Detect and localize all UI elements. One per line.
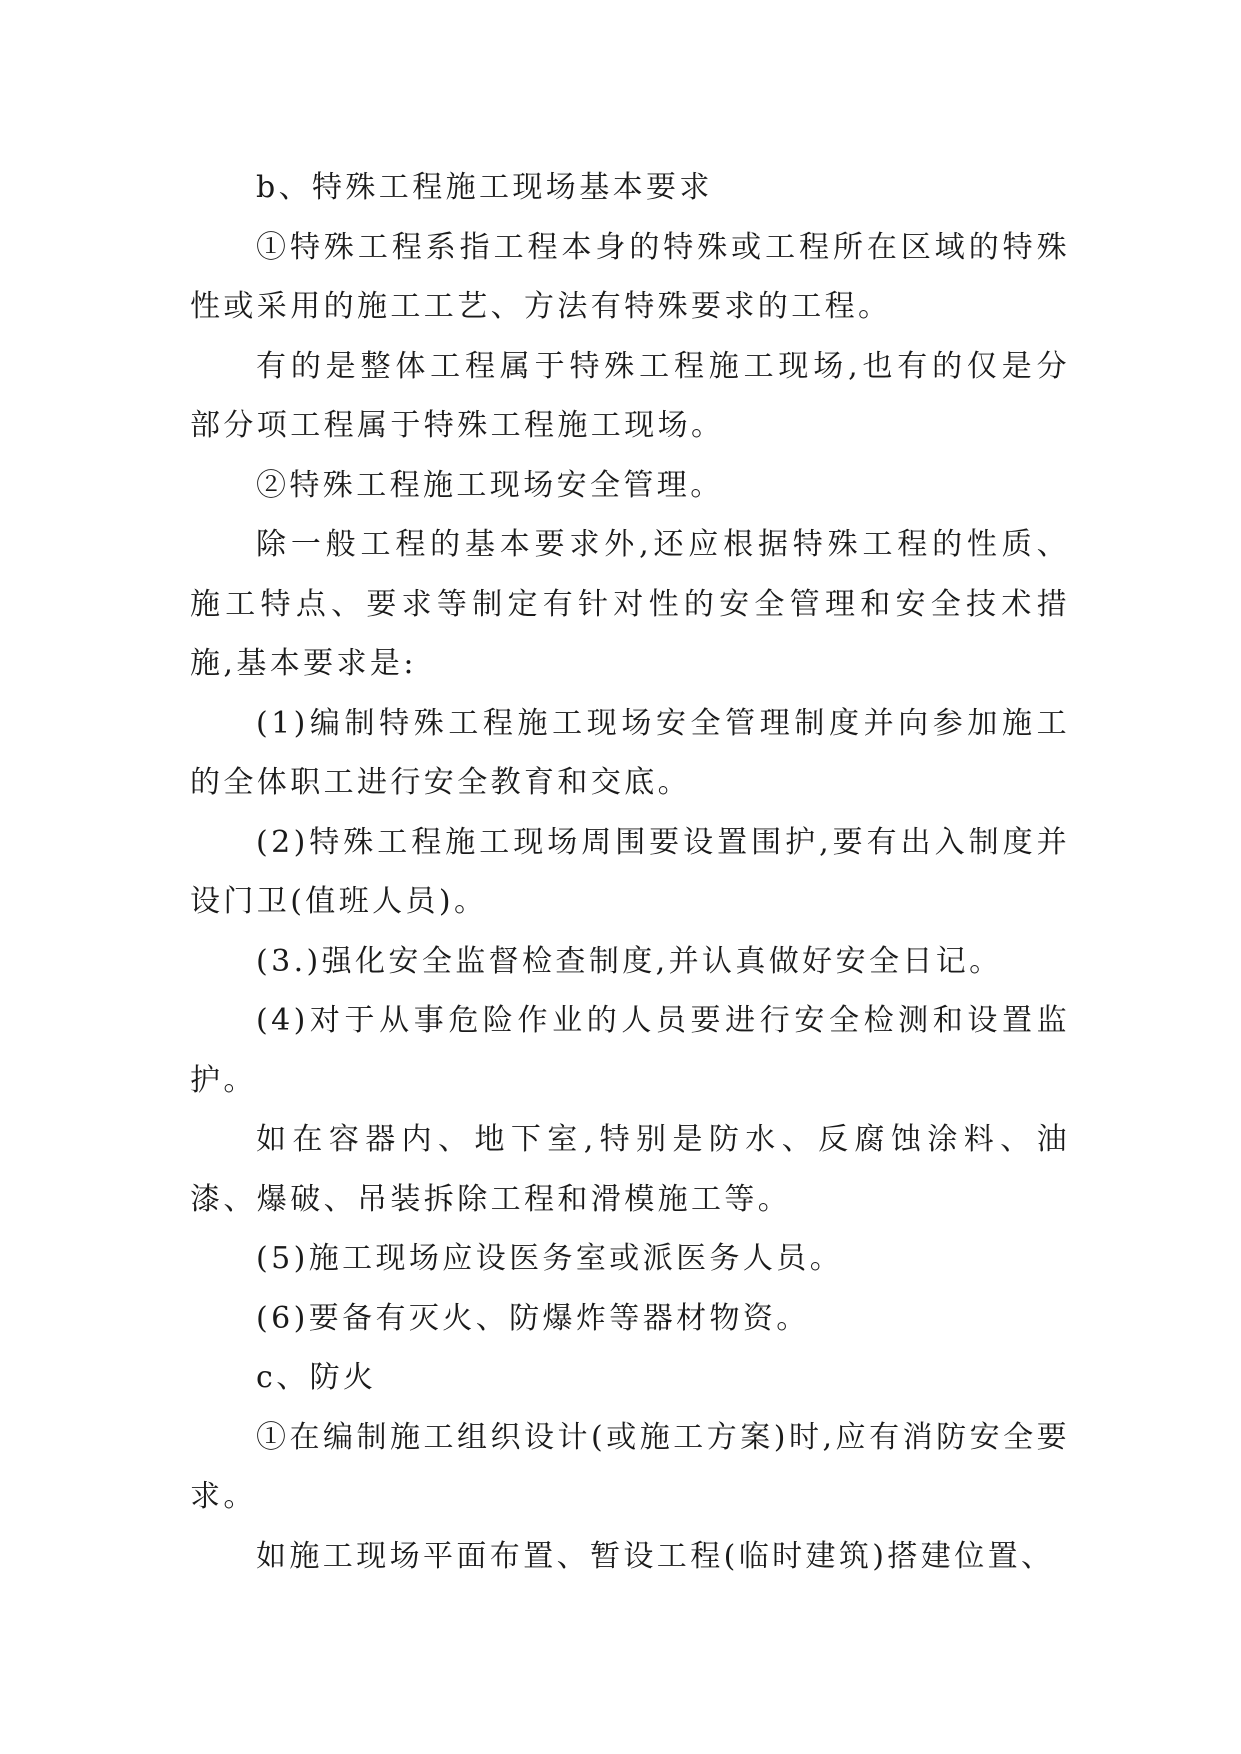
paragraph-safety-management: ②特殊工程施工现场安全管理。 bbox=[256, 467, 724, 503]
paragraph-definition: ①特殊工程系指工程本身的特殊或工程所在区域的特殊性或采用的施工工艺、方法有特殊要求的工程。 bbox=[190, 229, 1070, 324]
list-item-1: (1)编制特殊工程施工现场安全管理制度并向参加施工的全体职工进行安全教育和交底。 bbox=[190, 705, 1070, 800]
paragraph-site-layout: 如施工现场平面布置、暂设工程(临时建筑)搭建位置、 bbox=[256, 1538, 1055, 1574]
list-item-4: (4)对于从事危险作业的人员要进行安全检测和设置监护。 bbox=[190, 1003, 1070, 1098]
paragraph-c-heading: c、防火 bbox=[256, 1360, 377, 1395]
paragraph-examples: 如在容器内、地下室,特别是防水、反腐蚀涂料、油漆、爆破、吊装拆除工程和滑模施工等。 bbox=[190, 1122, 1070, 1217]
list-item-6: (6)要备有灭火、防爆炸等器材物资。 bbox=[256, 1300, 810, 1336]
paragraph-basic-requirements: 除一般工程的基本要求外,还应根据特殊工程的性质、施工特点、要求等制定有针对性的安全管理和安全技术措施,基本要求是: bbox=[190, 527, 1070, 681]
paragraph-scope: 有的是整体工程属于特殊工程施工现场,也有的仅是分部分项工程属于特殊工程施工现场。 bbox=[190, 348, 1070, 443]
list-item-2: (2)特殊工程施工现场周围要设置围护,要有出入制度并设门卫(值班人员)。 bbox=[190, 824, 1070, 919]
paragraph-b-heading: b、特殊工程施工现场基本要求 bbox=[256, 170, 713, 205]
paragraph-fire-plan: ①在编制施工组织设计(或施工方案)时,应有消防安全要求。 bbox=[190, 1419, 1070, 1514]
list-item-5: (5)施工现场应设医务室或派医务人员。 bbox=[256, 1241, 844, 1276]
list-item-3: (3.)强化安全监督检查制度,并认真做好安全日记。 bbox=[256, 943, 1003, 979]
document-body bbox=[190, 158, 1070, 1586]
